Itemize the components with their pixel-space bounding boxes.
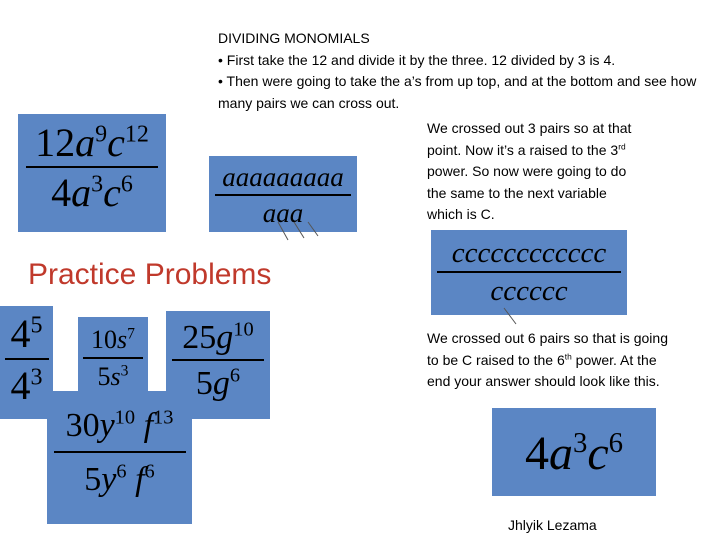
- explain-c-line-2: to be C raised to the 6th power. At the: [427, 350, 657, 368]
- explain-c: [427, 328, 719, 393]
- practice-title: Practice Problems: [28, 258, 272, 291]
- a-expansion-denominator: aaa: [262, 197, 304, 228]
- explain-c-line-3: end your answer should look like this.: [427, 373, 660, 389]
- c-expansion-denominator: cccccc: [490, 274, 568, 307]
- problem-4-denominator: $5y^6$ $f^6$: [84, 460, 155, 498]
- explain-c-line-1: We crossed out 6 pairs so that is going: [427, 330, 668, 346]
- intro-text: [218, 28, 708, 114]
- problem-4-numerator: $30y^{10}$ $f^{13}$: [65, 406, 174, 444]
- problem-3-numerator: $25g^{10}$: [182, 318, 254, 356]
- explain-a-line-2: point. Now it’s a raised to the 3rd: [427, 140, 626, 158]
- intro-heading: DIVIDING MONOMIALS: [218, 30, 370, 46]
- a-crossout-marks: [260, 200, 340, 245]
- explain-a-line-3: power. So now were going to do: [427, 163, 627, 179]
- problem-1-box: [0, 306, 53, 419]
- intro-bullet-2: • Then were going to take the a’s from up top, and at the bottom and see how many pairs we can cross out.: [218, 73, 697, 111]
- problem-2-denominator: $5s^3$: [97, 361, 129, 391]
- main-numerator: $12a^9c^{12}$: [35, 120, 149, 165]
- c-expansion-numerator: cccccccccccc: [451, 237, 607, 269]
- intro-bullet-1: • First take the 12 and divide it by the three. 12 divided by 3 is 4.: [218, 51, 616, 68]
- problem-1-numerator: $4^5$: [10, 311, 43, 356]
- problem-4-box: [47, 391, 192, 524]
- explain-a-line-5: which is C.: [427, 206, 495, 222]
- answer-expression: $4a^3c^6$: [524, 427, 624, 480]
- problem-2-numerator: $10s^7$: [91, 325, 135, 354]
- explain-a: [427, 118, 717, 226]
- explain-a-line-4: the same to the next variable: [427, 184, 607, 201]
- main-denominator: $4a^3c^6$: [51, 169, 133, 215]
- author-name: Jhlyik Lezama: [508, 517, 597, 533]
- answer-box: [492, 408, 656, 496]
- c-crossout-marks: [500, 300, 530, 330]
- problem-3-denominator: $5g^6$: [195, 364, 241, 402]
- main-fraction-box: [18, 114, 166, 232]
- explain-a-line-1: We crossed out 3 pairs so at that: [427, 120, 632, 136]
- problem-1-denominator: $4^3$: [10, 362, 43, 408]
- a-expansion-numerator: aaaaaaaaa: [222, 162, 344, 192]
